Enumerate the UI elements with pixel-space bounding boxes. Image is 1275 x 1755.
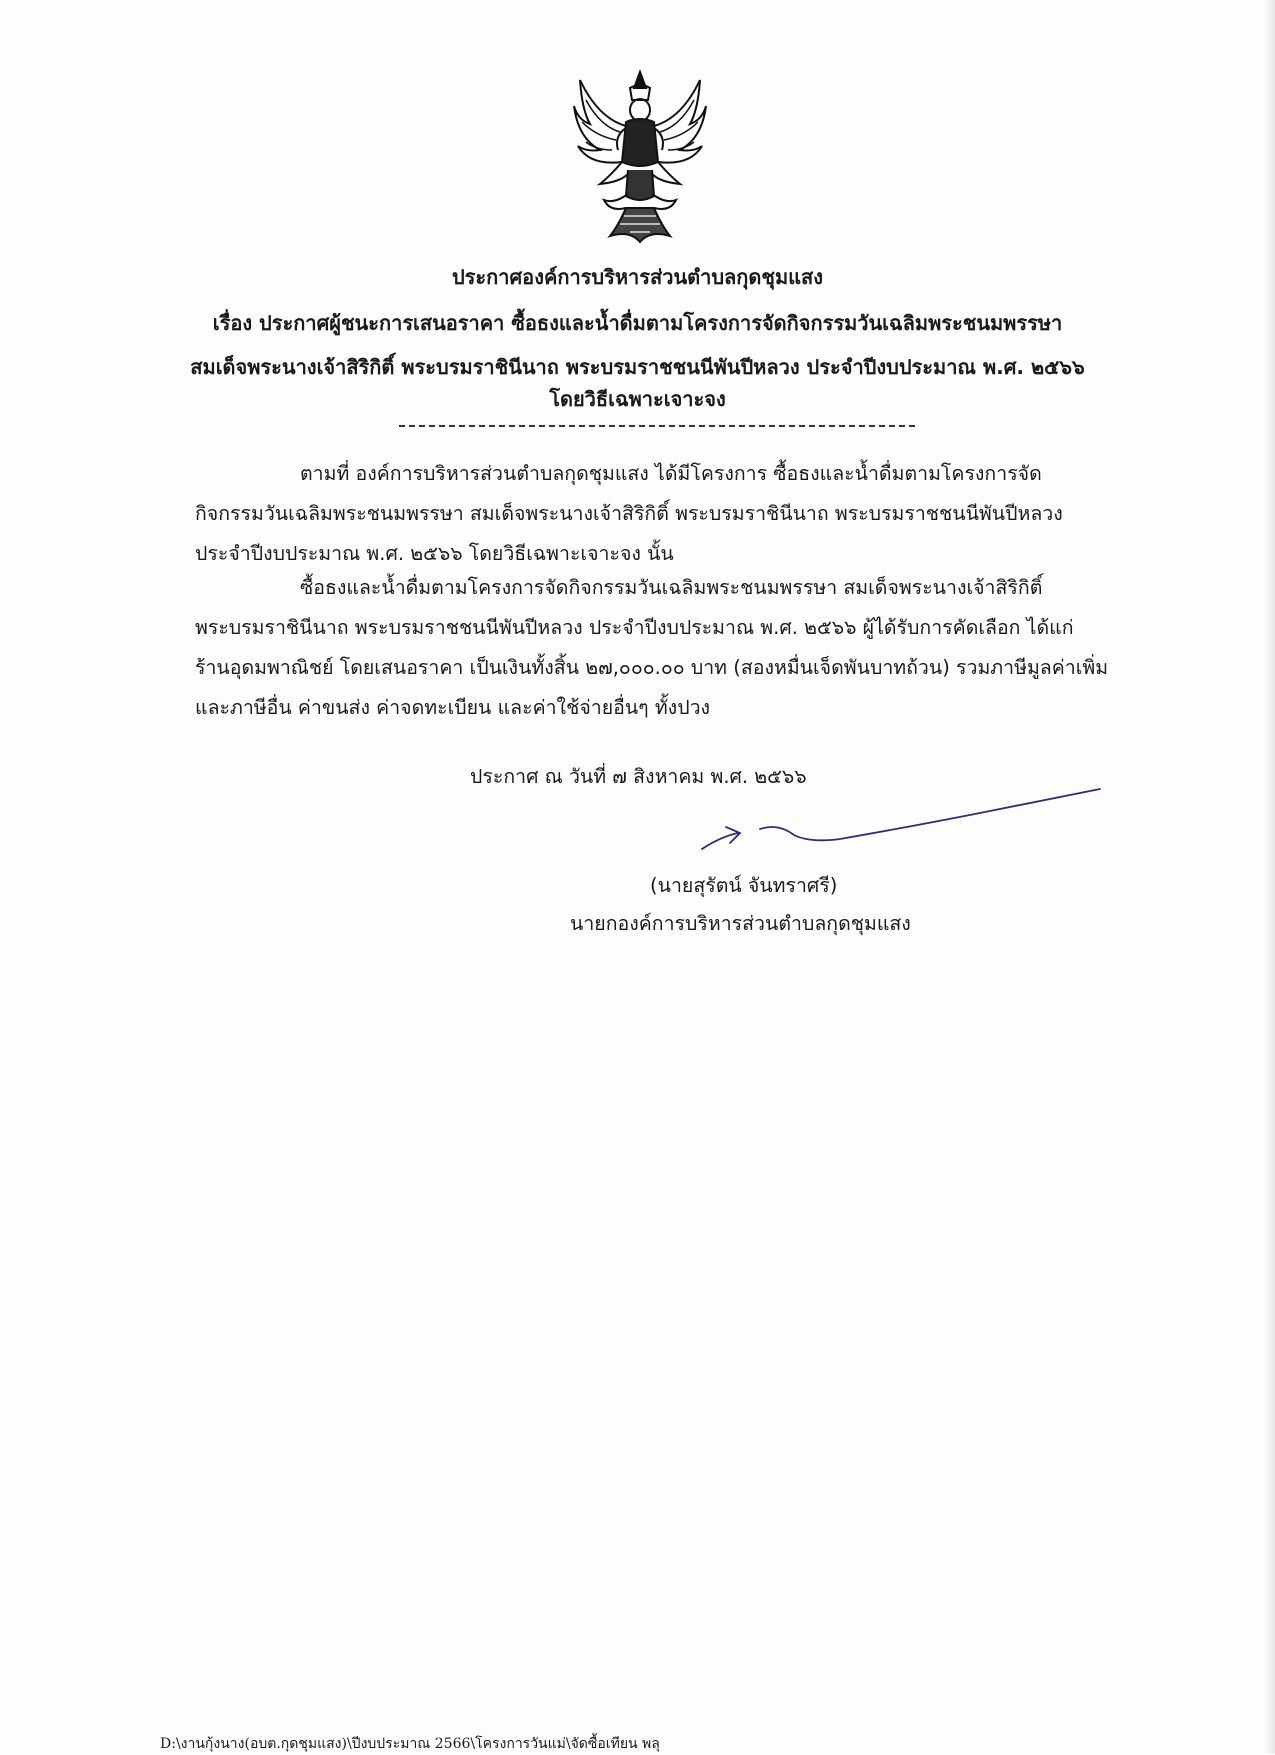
file-path-footer: D:\งานกุ้งนาง(อบต.กุดชุมแสง)\ปีงบประมาณ 2566\โครงการวันแม่\จัดซื้อเทียน พลุ [160,1736,660,1752]
paragraph-intro [195,454,1145,574]
header-subject: เรื่อง ประกาศผู้ชนะการเสนอราคา ซื้อธงและน้ำดื่มตามโครงการจัดกิจกรรมวันเฉลิมพระชนมพรรษา [212,311,1063,335]
garuda-emblem-icon [570,66,710,246]
header-subject-cont: สมเด็จพระนางเจ้าสิริกิติ์ พระบรมราชินีนาถ พระบรมราชชนนีพันปีหลวง ประจำปีงบประมาณ พ.ศ. ๒๕๖๖ [190,355,1085,379]
header-title: ประกาศองค์การบริหารส่วนตำบลกุดชุมแสง [451,265,824,289]
header-method: โดยวิธีเฉพาะเจาะจง [549,387,726,411]
signer-name: (นายสุรัตน์ จันทราศรี) [650,874,838,897]
header-divider [399,425,915,427]
page-edge [1263,0,1275,1754]
paragraph-line: ตามที่ องค์การบริหารส่วนตำบลกุดชุมแสง ได้มีโครงการ ซื้อธงและน้ำดื่มตามโครงการจัด [300,462,1042,485]
signature-image [690,785,1110,855]
paragraph-award [195,568,1145,728]
announcement-date: ประกาศ ณ วันที่ ๗ สิงหาคม พ.ศ. ๒๕๖๖ [470,765,807,788]
paragraph-line: กิจกรรมวันเฉลิมพระชนมพรรษา สมเด็จพระนางเจ้าสิริกิติ์ พระบรมราชินีนาถ พระบรมราชชนนีพันปีหลวง [195,502,1063,525]
paragraph-line: ซื้อธงและน้ำดื่มตามโครงการจัดกิจกรรมวันเฉลิมพระชนมพรรษา สมเด็จพระนางเจ้าสิริกิติ์ [300,576,1043,599]
paragraph-line: พระบรมราชินีนาถ พระบรมราชชนนีพันปีหลวง ประจำปีงบประมาณ พ.ศ. ๒๕๖๖ ผู้ได้รับการคัดเลือก ได้แก่ [195,616,1074,639]
paragraph-line: และภาษีอื่น ค่าขนส่ง ค่าจดทะเบียน และค่าใช้จ่ายอื่นๆ ทั้งปวง [195,696,711,719]
paragraph-line: ร้านอุดมพาณิชย์ โดยเสนอราคา เป็นเงินทั้งสิ้น ๒๗,๐๐๐.๐๐ บาท (สองหมื่นเจ็ดพันบาทถ้วน) รวมภาษีมูลค่าเพิ่ม [195,656,1109,679]
signer-title: นายกองค์การบริหารส่วนตำบลกุดชุมแสง [570,912,911,935]
paragraph-line: ประจำปีงบประมาณ พ.ศ. ๒๕๖๖ โดยวิธีเฉพาะเจาะจง นั้น [195,542,674,565]
